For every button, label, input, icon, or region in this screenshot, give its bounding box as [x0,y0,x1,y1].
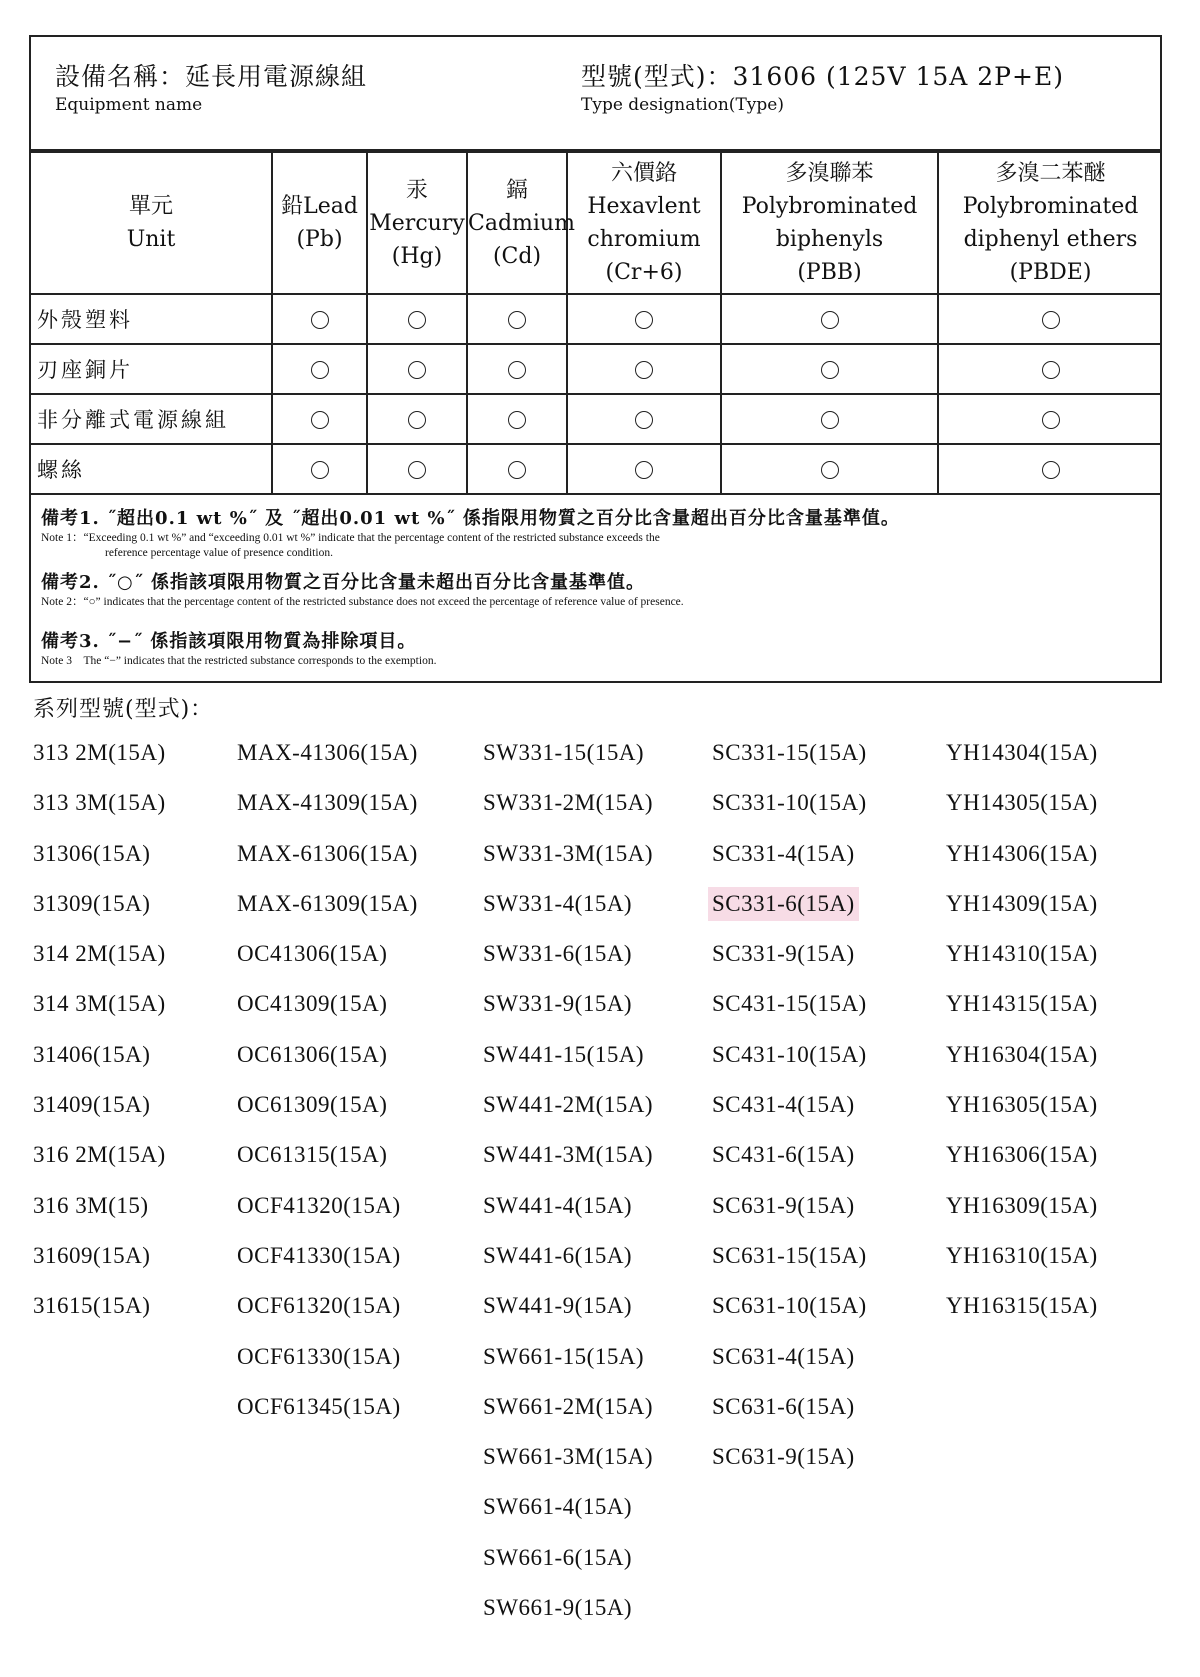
model-item: SC431-4(15A) [712,1092,855,1118]
circle-mark-icon [635,361,653,379]
model-item: SW441-3M(15A) [483,1142,654,1168]
model-item: SW441-6(15A) [483,1242,633,1268]
table-row [31,344,1162,394]
part-name: 外殼塑料 [31,294,272,344]
model-item: 31609(15A) [33,1242,151,1268]
model-item: SC331-4(15A) [712,840,855,866]
model-item: SW441-2M(15A) [483,1092,654,1118]
circle-mark-icon [821,461,839,479]
rohs-declaration-frame [29,35,1162,683]
model-item: SC431-15(15A) [712,991,867,1017]
model-item: OC61309(15A) [237,1092,388,1118]
model-item: SC631-9(15A) [712,1192,855,1218]
model-item: YH14305(15A) [946,790,1098,816]
model-item: 313 3M(15A) [33,790,166,816]
col-header-mercury: 汞 Mercury (Hg) [367,152,467,294]
circle-mark-icon [821,311,839,329]
substance-mark-cell [721,444,938,494]
circle-mark-icon [311,361,329,379]
model-item: 31309(15A) [33,890,151,916]
model-item: OCF41330(15A) [237,1242,401,1268]
substance-mark-cell [938,444,1162,494]
circle-mark-icon [635,461,653,479]
model-item: SC631-10(15A) [712,1293,867,1319]
model-item: MAX-61306(15A) [237,840,418,866]
table-body [31,294,1162,494]
model-item: 31406(15A) [33,1041,151,1067]
model-item: OC41309(15A) [237,991,388,1017]
model-item: SW331-2M(15A) [483,790,654,816]
note-2-zh: 備考2. ˝○˝ 係指該項限用物質之百分比含量未超出百分比含量基準值。 [41,572,646,593]
substance-mark-cell [567,294,721,344]
model-item: OCF61330(15A) [237,1343,401,1369]
model-item: MAX-61309(15A) [237,890,418,916]
model-item: SC331-15(15A) [712,740,867,765]
model-item: SC431-10(15A) [712,1041,867,1067]
model-item: OC61315(15A) [237,1142,388,1168]
substance-mark-cell [938,394,1162,444]
col-header-lead: 鉛Lead (Pb) [272,152,367,294]
substance-mark-cell [467,444,567,494]
model-item: OCF61345(15A) [237,1393,401,1419]
circle-mark-icon [508,311,526,329]
table-header-row [31,152,1162,294]
model-item: OC41306(15A) [237,941,388,967]
circle-mark-icon [635,311,653,329]
substance-mark-cell [272,344,367,394]
substance-mark-cell [567,394,721,444]
circle-mark-icon [1042,361,1060,379]
circle-mark-icon [635,411,653,429]
series-models-title: 系列型號(型式)： [33,697,214,722]
series-column [483,736,657,1641]
series-column [712,736,871,1490]
note-2-en: Note 2：“○” indicates that the percentage content of the restricted substance does not exceed the percentage of reference value of presence. [41,596,684,608]
model-item: OCF41320(15A) [237,1192,401,1218]
model-item: SW331-3M(15A) [483,840,654,866]
circle-mark-icon [821,361,839,379]
substance-mark-cell [272,394,367,444]
circle-mark-icon [1042,461,1060,479]
model-item: YH14306(15A) [946,840,1098,866]
circle-mark-icon [821,411,839,429]
model-item: YH14310(15A) [946,941,1098,967]
substance-mark-cell [272,294,367,344]
model-item: OCF61320(15A) [237,1293,401,1319]
model-item: SW331-4(15A) [483,890,633,916]
col-header-unit: 單元 Unit [31,152,272,294]
model-item: SW441-9(15A) [483,1293,633,1319]
type-designation-en: Type designation(Type) [581,95,784,115]
circle-mark-icon [508,411,526,429]
part-name: 非分離式電源線組 [31,394,272,444]
substance-mark-cell [367,444,467,494]
substance-mark-cell [721,294,938,344]
note-1-zh: 備考1. ˝超出0.1 wt %˝ 及 ˝超出0.01 wt %˝ 係指限用物質之百分比含量超出百分比含量基準值。 [41,508,900,529]
model-item: SW441-4(15A) [483,1192,633,1218]
model-item: YH16310(15A) [946,1242,1098,1268]
circle-mark-icon [1042,311,1060,329]
series-column [946,736,1102,1340]
col-header-pbb: 多溴聯苯 Polybrominated biphenyls (PBB) [721,152,938,294]
part-name: 刃座銅片 [31,344,272,394]
model-item: SC631-15(15A) [712,1242,867,1268]
substance-mark-cell [367,294,467,344]
circle-mark-icon [408,311,426,329]
col-header-cadmium: 鎘 Cadmium (Cd) [467,152,567,294]
model-item: 31306(15A) [33,840,151,866]
substance-mark-cell [721,394,938,444]
type-designation-zh: 型號(型式)：31606 (125V 15A 2P+E) [581,62,1064,91]
substance-mark-cell [367,344,467,394]
model-item: YH16309(15A) [946,1192,1098,1218]
circle-mark-icon [508,461,526,479]
substance-mark-cell [721,344,938,394]
substance-mark-cell [938,294,1162,344]
substance-mark-cell [272,444,367,494]
model-item: 314 3M(15A) [33,991,166,1017]
model-item: OC61306(15A) [237,1041,388,1067]
note-1-en-cont: reference percentage value of presence condition. [105,547,333,559]
table-row [31,294,1162,344]
model-item: 31615(15A) [33,1293,151,1319]
series-column [237,736,422,1440]
model-item: SW661-6(15A) [483,1544,633,1570]
equipment-header [31,37,1160,151]
circle-mark-icon [1042,411,1060,429]
model-item: SC631-4(15A) [712,1343,855,1369]
series-column [33,736,170,1340]
substance-mark-cell [367,394,467,444]
model-item: SC331-9(15A) [712,941,855,967]
model-item: SW331-15(15A) [483,740,645,765]
model-item: SW661-2M(15A) [483,1393,654,1419]
model-item: YH14309(15A) [946,890,1098,916]
model-item: SC631-6(15A) [712,1393,855,1419]
circle-mark-icon [408,461,426,479]
model-item: SW661-15(15A) [483,1343,645,1369]
model-item: SW331-9(15A) [483,991,633,1017]
note-3-zh: 備考3. ˝−˝ 係指該項限用物質為排除項目。 [41,631,417,652]
equipment-name-en: Equipment name [55,95,203,115]
table-row [31,444,1162,494]
substance-table [31,151,1162,495]
model-item: YH16305(15A) [946,1092,1098,1118]
equipment-name-zh: 設備名稱：延長用電源線組 [55,62,368,91]
model-item: SC431-6(15A) [712,1142,855,1168]
part-name: 螺絲 [31,444,272,494]
model-item: 313 2M(15A) [33,740,166,765]
substance-mark-cell [567,344,721,394]
col-header-hexavalent-chromium: 六價鉻 Hexavlent chromium (Cr+6) [567,152,721,294]
notes-section [41,507,1141,669]
substance-mark-cell [938,344,1162,394]
model-item: SC631-9(15A) [712,1444,855,1470]
substance-mark-cell [467,344,567,394]
col-header-pbde: 多溴二苯醚 Polybrominated diphenyl ethers (PBDE) [938,152,1162,294]
substance-mark-cell [567,444,721,494]
note-3-en: Note 3 The “−” indicates that the restricted substance corresponds to the exemption. [41,655,437,667]
circle-mark-icon [408,361,426,379]
model-item: SC331-10(15A) [712,790,867,816]
model-item: MAX-41306(15A) [237,740,418,765]
model-item: 316 3M(15) [33,1192,149,1218]
model-item-highlighted: SC331-6(15A) [712,887,871,937]
model-item: YH16304(15A) [946,1041,1098,1067]
model-item: SW661-3M(15A) [483,1444,654,1470]
circle-mark-icon [311,411,329,429]
model-item: SW331-6(15A) [483,941,633,967]
model-item: SW441-15(15A) [483,1041,645,1067]
substance-mark-cell [467,394,567,444]
circle-mark-icon [311,461,329,479]
substance-mark-cell [467,294,567,344]
model-item: YH14304(15A) [946,740,1098,765]
model-item: YH14315(15A) [946,991,1098,1017]
model-item: SW661-9(15A) [483,1595,633,1621]
table-row [31,394,1162,444]
model-item: YH16306(15A) [946,1142,1098,1168]
model-item: SW661-4(15A) [483,1494,633,1520]
model-item: YH16315(15A) [946,1293,1098,1319]
model-item: 316 2M(15A) [33,1142,166,1168]
circle-mark-icon [508,361,526,379]
model-item: MAX-41309(15A) [237,790,418,816]
circle-mark-icon [408,411,426,429]
note-1-en: Note 1：“Exceeding 0.1 wt %” and “exceeding 0.01 wt %” indicate that the percentage content of the restricted substance exceeds the [41,532,660,544]
model-item: 31409(15A) [33,1092,151,1118]
circle-mark-icon [311,311,329,329]
model-item: 314 2M(15A) [33,941,166,967]
